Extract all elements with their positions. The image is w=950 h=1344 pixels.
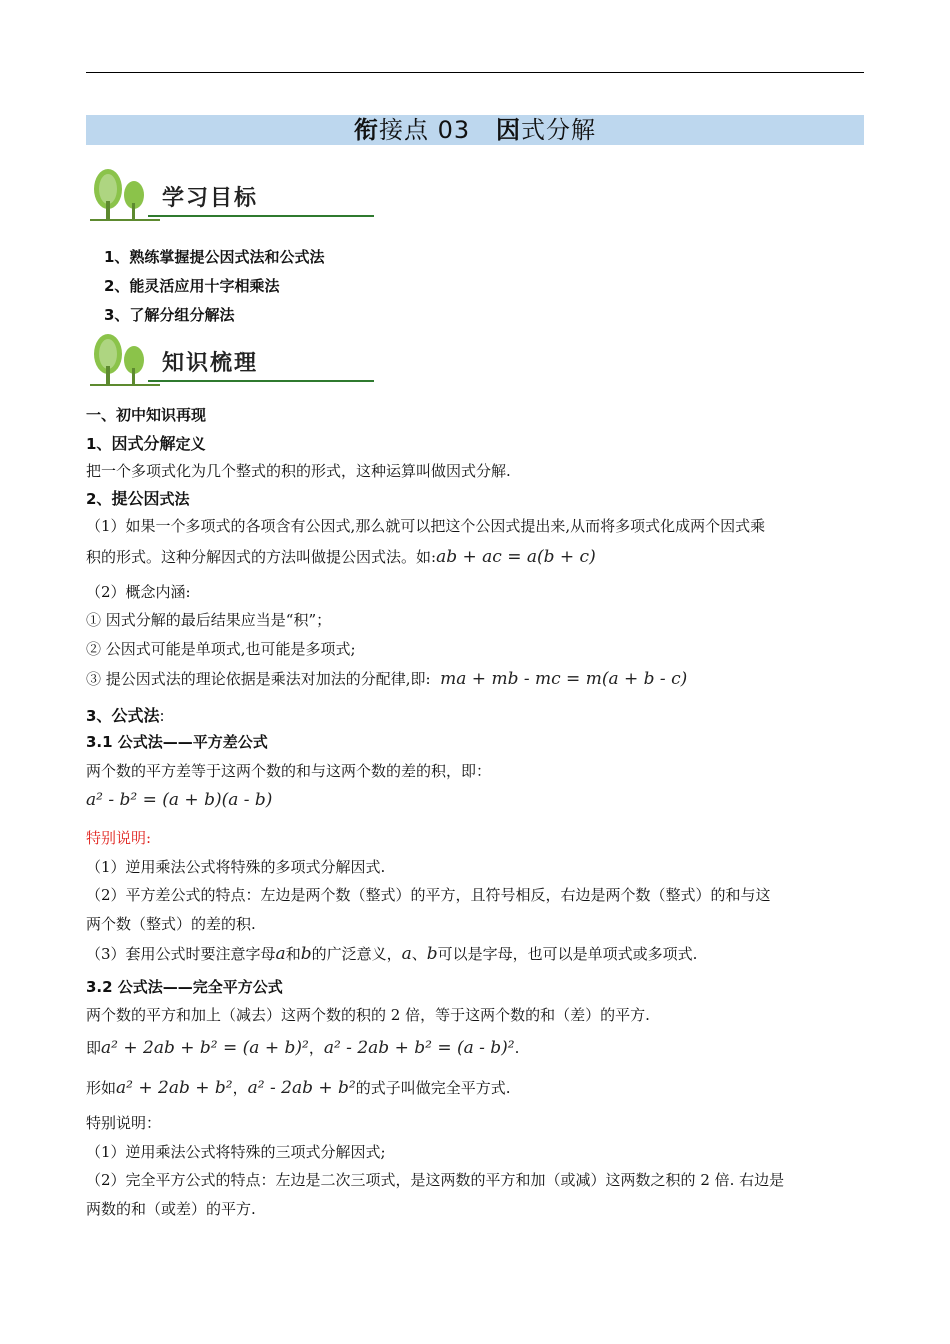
special-note-heading: 特别说明: bbox=[86, 829, 152, 847]
heading-num: 3、 bbox=[86, 707, 112, 725]
paragraph-with-formula bbox=[86, 546, 596, 567]
note-item bbox=[86, 943, 697, 964]
text: 即 bbox=[86, 1039, 102, 1057]
section-knowledge-label: 知识梳理 bbox=[162, 351, 259, 376]
formula-var: b bbox=[300, 944, 312, 964]
note-item: （1）逆用乘法公式将特殊的三项式分解因式; bbox=[86, 1143, 386, 1161]
goal-item: 2、能灵活应用十字相乘法 bbox=[104, 277, 280, 295]
note-item: （2）平方差公式的特点：左边是两个数（整式）的平方，且符号相反，右边是两个数（整式）的和与这 bbox=[86, 886, 771, 904]
heading-1: 一、初中知识再现 bbox=[86, 406, 207, 424]
title-part-4: 式分解 bbox=[521, 116, 597, 144]
section-header-goals bbox=[90, 165, 290, 225]
heading-num: 1、 bbox=[86, 435, 112, 453]
formula-line bbox=[86, 1077, 511, 1098]
definition-text: 把一个多项式化为几个整式的积的形式，这种运算叫做因式分解. bbox=[86, 462, 511, 480]
note-item: 两个数（整式）的差的积. bbox=[86, 915, 256, 933]
note-text: 和 bbox=[285, 945, 301, 963]
formula: a² - b² = (a + b)(a - b) bbox=[86, 790, 273, 810]
note-text: 可以是字母，也可以是单项式或多项式. bbox=[437, 945, 698, 963]
section-goals-label: 学习目标 bbox=[162, 186, 259, 211]
text: 的式子叫做完全平方式. bbox=[355, 1079, 511, 1097]
heading-rest: 定义 bbox=[175, 435, 206, 453]
formula: a² + 2ab + b² bbox=[116, 1078, 233, 1098]
paragraph: （1）如果一个多项式的各项含有公因式,那么就可以把这个公因式提出来,从而将多项式化成两个因式乘 bbox=[86, 517, 766, 535]
formula-var: b bbox=[426, 944, 438, 964]
special-note-heading: 特别说明： bbox=[86, 1114, 162, 1132]
text: . bbox=[514, 1039, 520, 1057]
paragraph: （2）概念内涵: bbox=[86, 583, 191, 601]
formula-line bbox=[86, 1037, 519, 1058]
heading-formula-method bbox=[86, 703, 165, 726]
text: ， bbox=[232, 1079, 248, 1097]
text: 形如 bbox=[86, 1079, 117, 1097]
goal-item: 1、熟练掌握提公因式法和公式法 bbox=[104, 248, 325, 266]
note-text: 、 bbox=[411, 945, 427, 963]
heading-bold: 因式分解 bbox=[111, 434, 176, 453]
title-part-3: 因 bbox=[496, 116, 522, 144]
heading-rest: 式法 bbox=[159, 490, 190, 508]
list-item-text: ③ 提公因式法的理论依据是乘法对加法的分配律,即: bbox=[86, 670, 431, 688]
heading-bold: 提公因 bbox=[111, 489, 160, 508]
text: ， bbox=[308, 1039, 324, 1057]
note-text: （3）套用公式时要注意字母 bbox=[86, 945, 276, 963]
formula: ab + ac = a(b + c) bbox=[436, 547, 596, 567]
list-item: ① 因式分解的最后结果应当是“积”； bbox=[86, 611, 332, 629]
heading-extract-common-factor bbox=[86, 486, 189, 509]
heading-bold: 公式法 bbox=[111, 706, 160, 725]
heading-definition bbox=[86, 431, 205, 454]
heading-num: 2、 bbox=[86, 490, 112, 508]
title-part-1: 衔 bbox=[353, 116, 379, 144]
page-title bbox=[86, 115, 864, 145]
formula-var: a bbox=[275, 944, 286, 964]
section-header-knowledge bbox=[90, 330, 290, 390]
note-text: 的广泛意义， bbox=[311, 945, 402, 963]
heading-3-2: 3.2 公式法——完全平方公式 bbox=[86, 978, 283, 996]
formula: a² - 2ab + b² bbox=[247, 1078, 356, 1098]
formula: a² + 2ab + b² = (a + b)² bbox=[101, 1038, 309, 1058]
section-underline bbox=[148, 380, 374, 382]
note-item: 两数的和（或差）的平方. bbox=[86, 1200, 256, 1218]
section-underline bbox=[148, 215, 374, 217]
header-rule bbox=[86, 72, 864, 73]
goal-item: 3、了解分组分解法 bbox=[104, 306, 235, 324]
heading-rest: : bbox=[159, 707, 165, 725]
formula-var: a bbox=[401, 944, 412, 964]
formula: a² - 2ab + b² = (a - b)² bbox=[323, 1038, 515, 1058]
paragraph-text: 积的形式。这种分解因式的方法叫做提公因式法。如: bbox=[86, 548, 437, 566]
paragraph: 两个数的平方差等于这两个数的和与这两个数的差的积，即： bbox=[86, 762, 492, 780]
heading-3-1: 3.1 公式法——平方差公式 bbox=[86, 733, 268, 751]
list-item-with-formula bbox=[86, 668, 687, 689]
list-item: ② 公因式可能是单项式,也可能是多项式; bbox=[86, 640, 356, 658]
note-item: （2）完全平方公式的特点：左边是二次三项式，是这两数的平方和加（或减）这两数之积的 2 倍. 右边是 bbox=[86, 1171, 785, 1189]
note-item: （1）逆用乘法公式将特殊的多项式分解因式. bbox=[86, 858, 386, 876]
paragraph: 两个数的平方和加上（减去）这两个数的积的 2 倍，等于这两个数的和（差）的平方. bbox=[86, 1006, 650, 1024]
formula: ma + mb - mc = m(a + b - c) bbox=[440, 669, 688, 689]
title-part-2: 接点 03 bbox=[378, 116, 471, 144]
